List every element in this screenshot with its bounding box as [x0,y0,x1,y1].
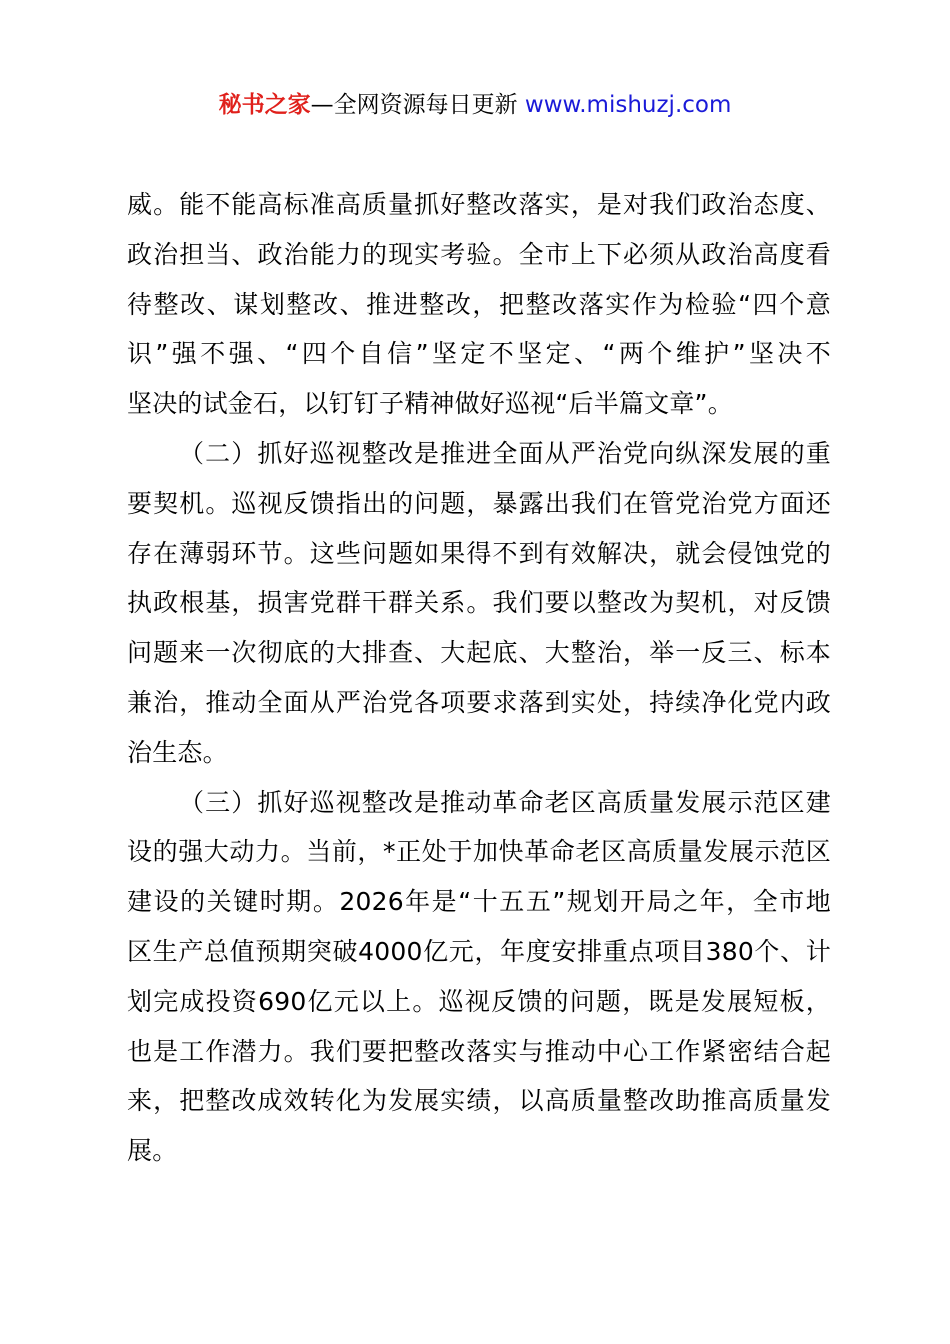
text-line: 治生态。 [127,737,228,767]
site-url-link[interactable]: www.mishuzj.com [524,92,732,118]
text-line: 也是工作潜力。我们要把整改落实与推动中心工作紧密结合起 [127,1036,831,1066]
site-header [0,88,950,122]
text-line: 待整改、谋划整改、推进整改，把整改落实作为检验“四个意 [127,289,831,319]
text-line: 区生产总值预期突破4000亿元，年度安排重点项目380个、计 [127,936,831,966]
text-line: 设的强大动力。当前，*正处于加快革命老区高质量发展示范区 [127,837,831,867]
site-tagline: —全网资源每日更新 [310,92,525,118]
section-heading-line: （二）抓好巡视整改是推进全面从严治党向纵深发展的重 [179,438,831,468]
text-line: 识”强不强、“四个自信”坚定不坚定、“两个维护”坚决不 [127,339,831,369]
text-line: 兼治，推动全面从严治党各项要求落到实处，持续净化党内政 [127,687,831,717]
text-line: 坚决的试金石，以钉钉子精神做好巡视“后半篇文章”。 [127,389,733,419]
section-heading-line: （三）抓好巡视整改是推动革命老区高质量发展示范区建 [179,787,831,817]
document-body [127,180,831,1176]
text-line: 展。 [127,1136,178,1166]
text-line: 政治担当、政治能力的现实考验。全市上下必须从政治高度看 [127,239,831,269]
text-line: 执政根基，损害党群干群关系。我们要以整改为契机，对反馈 [127,588,831,618]
text-line: 威。能不能高标准高质量抓好整改落实，是对我们政治态度、 [127,190,831,219]
text-line: 建设的关键时期。2026年是“十五五”规划开局之年，全市地 [127,887,831,917]
text-line: 划完成投资690亿元以上。巡视反馈的问题，既是发展短板， [127,986,831,1016]
text-line: 问题来一次彻底的大排查、大起底、大整治，举一反三、标本 [127,638,831,668]
text-line: 来，把整改成效转化为发展实绩，以高质量整改助推高质量发 [127,1086,831,1116]
text-line: 要契机。巡视反馈指出的问题，暴露出我们在管党治党方面还 [127,488,831,518]
site-brand: 秘书之家 [218,92,311,118]
text-line: 存在薄弱环节。这些问题如果得不到有效解决，就会侵蚀党的 [127,538,831,568]
